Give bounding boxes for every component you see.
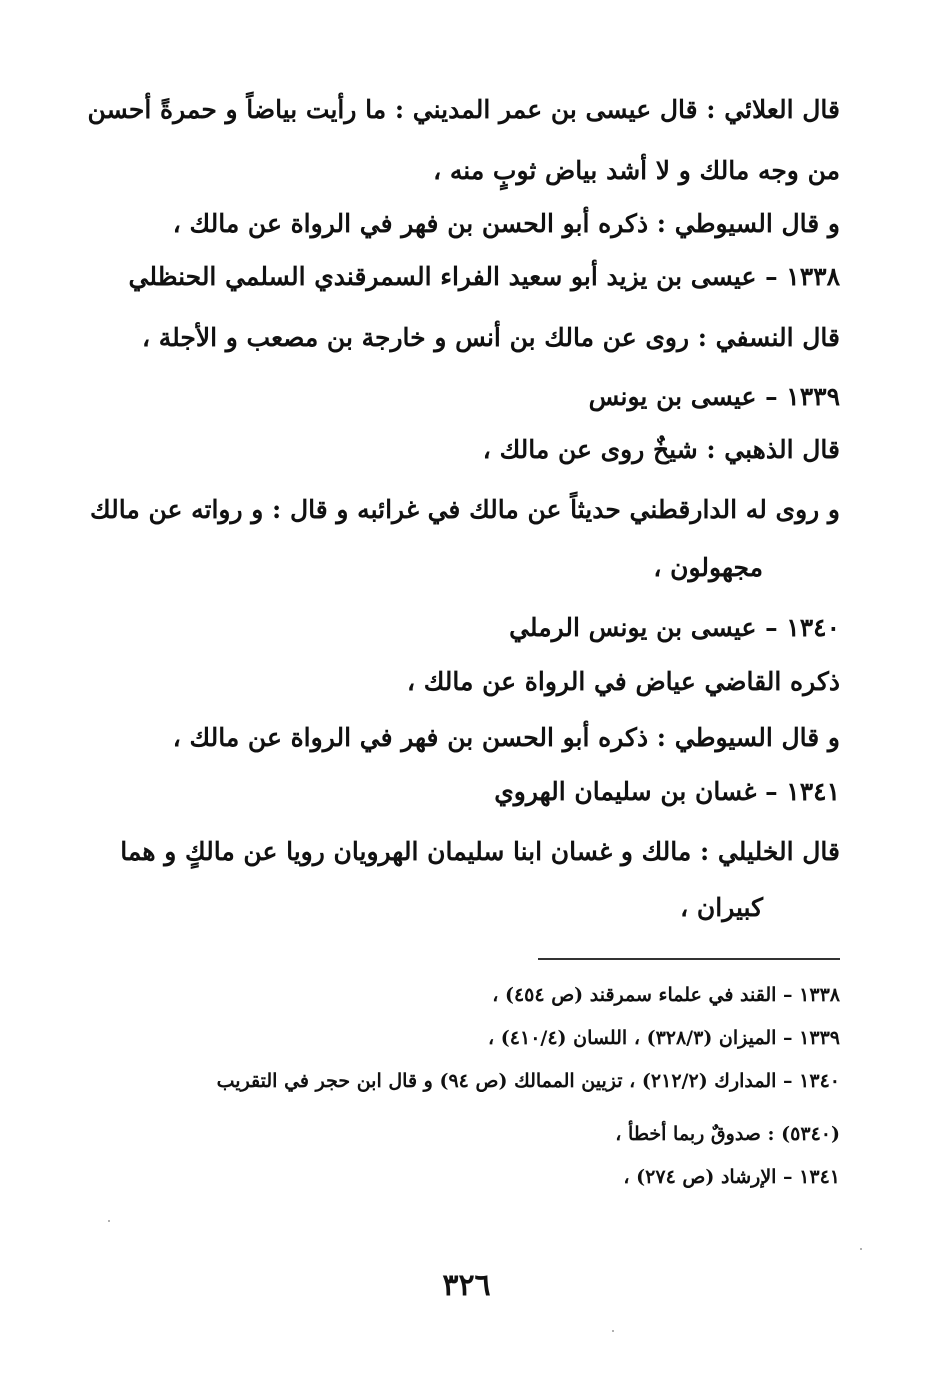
footnote-1341: ١٣٤١ – الإرشاد (ص ٢٧٤) ، <box>623 1166 840 1188</box>
footnote-1339: ١٣٣٩ – الميزان (٣٢٨/٣) ، اللسان (٤١٠/٤) ، <box>488 1027 840 1049</box>
body-line: و روى له الدارقطني حديثاً عن مالك في غرائبه و قال : و رواته عن مالك <box>90 495 840 524</box>
body-line: ذكره القاضي عياض في الرواة عن مالك ، <box>406 667 840 696</box>
entry-heading-1341: ١٣٤١ – غسان بن سليمان الهروي <box>494 777 840 806</box>
body-line: و قال السيوطي : ذكره أبو الحسن بن فهر في الرواة عن مالك ، <box>172 723 840 752</box>
body-line: قال الخليلي : مالك و غسان ابنا سليمان الهرويان رويا عن مالكٍ و هما <box>120 837 840 866</box>
body-line: كبيران ، <box>680 893 763 922</box>
body-line: من وجه مالك و لا أشد بياض ثوبٍ منه ، <box>433 156 840 185</box>
body-line: قال العلائي : قال عيسى بن عمر المديني : ما رأيت بياضاً و حمرةً أحسن <box>87 95 840 124</box>
footnote-1340-cont: (٥٣٤٠) : صدوقٌ ربما أخطأ ، <box>615 1123 840 1145</box>
scan-speck <box>860 1248 862 1250</box>
page-number: ٣٢٦ <box>442 1268 491 1303</box>
body-line: مجهولون ، <box>653 553 763 582</box>
entry-heading-1338: ١٣٣٨ – عيسى بن يزيد أبو سعيد الفراء السمرقندي السلمي الحنظلي <box>128 262 840 291</box>
entry-heading-1339: ١٣٣٩ – عيسى بن يونس <box>588 382 840 411</box>
scan-speck <box>612 1330 614 1332</box>
footnote-1340: ١٣٤٠ – المدارك (٢١٢/٢) ، تزيين الممالك (ص ٩٤) و قال ابن حجر في التقريب <box>216 1070 840 1092</box>
footnote-1338: ١٣٣٨ – القند في علماء سمرقند (ص ٤٥٤) ، <box>492 984 840 1006</box>
body-line: و قال السيوطي : ذكره أبو الحسن بن فهر في الرواة عن مالك ، <box>172 209 840 238</box>
body-line: قال الذهبي : شيخٌ روى عن مالك ، <box>482 435 840 464</box>
body-line: قال النسفي : روى عن مالك بن أنس و خارجة بن مصعب و الأجلة ، <box>141 323 840 352</box>
scan-speck <box>108 1220 110 1222</box>
footnote-separator <box>538 958 840 960</box>
entry-heading-1340: ١٣٤٠ – عيسى بن يونس الرملي <box>509 613 840 642</box>
